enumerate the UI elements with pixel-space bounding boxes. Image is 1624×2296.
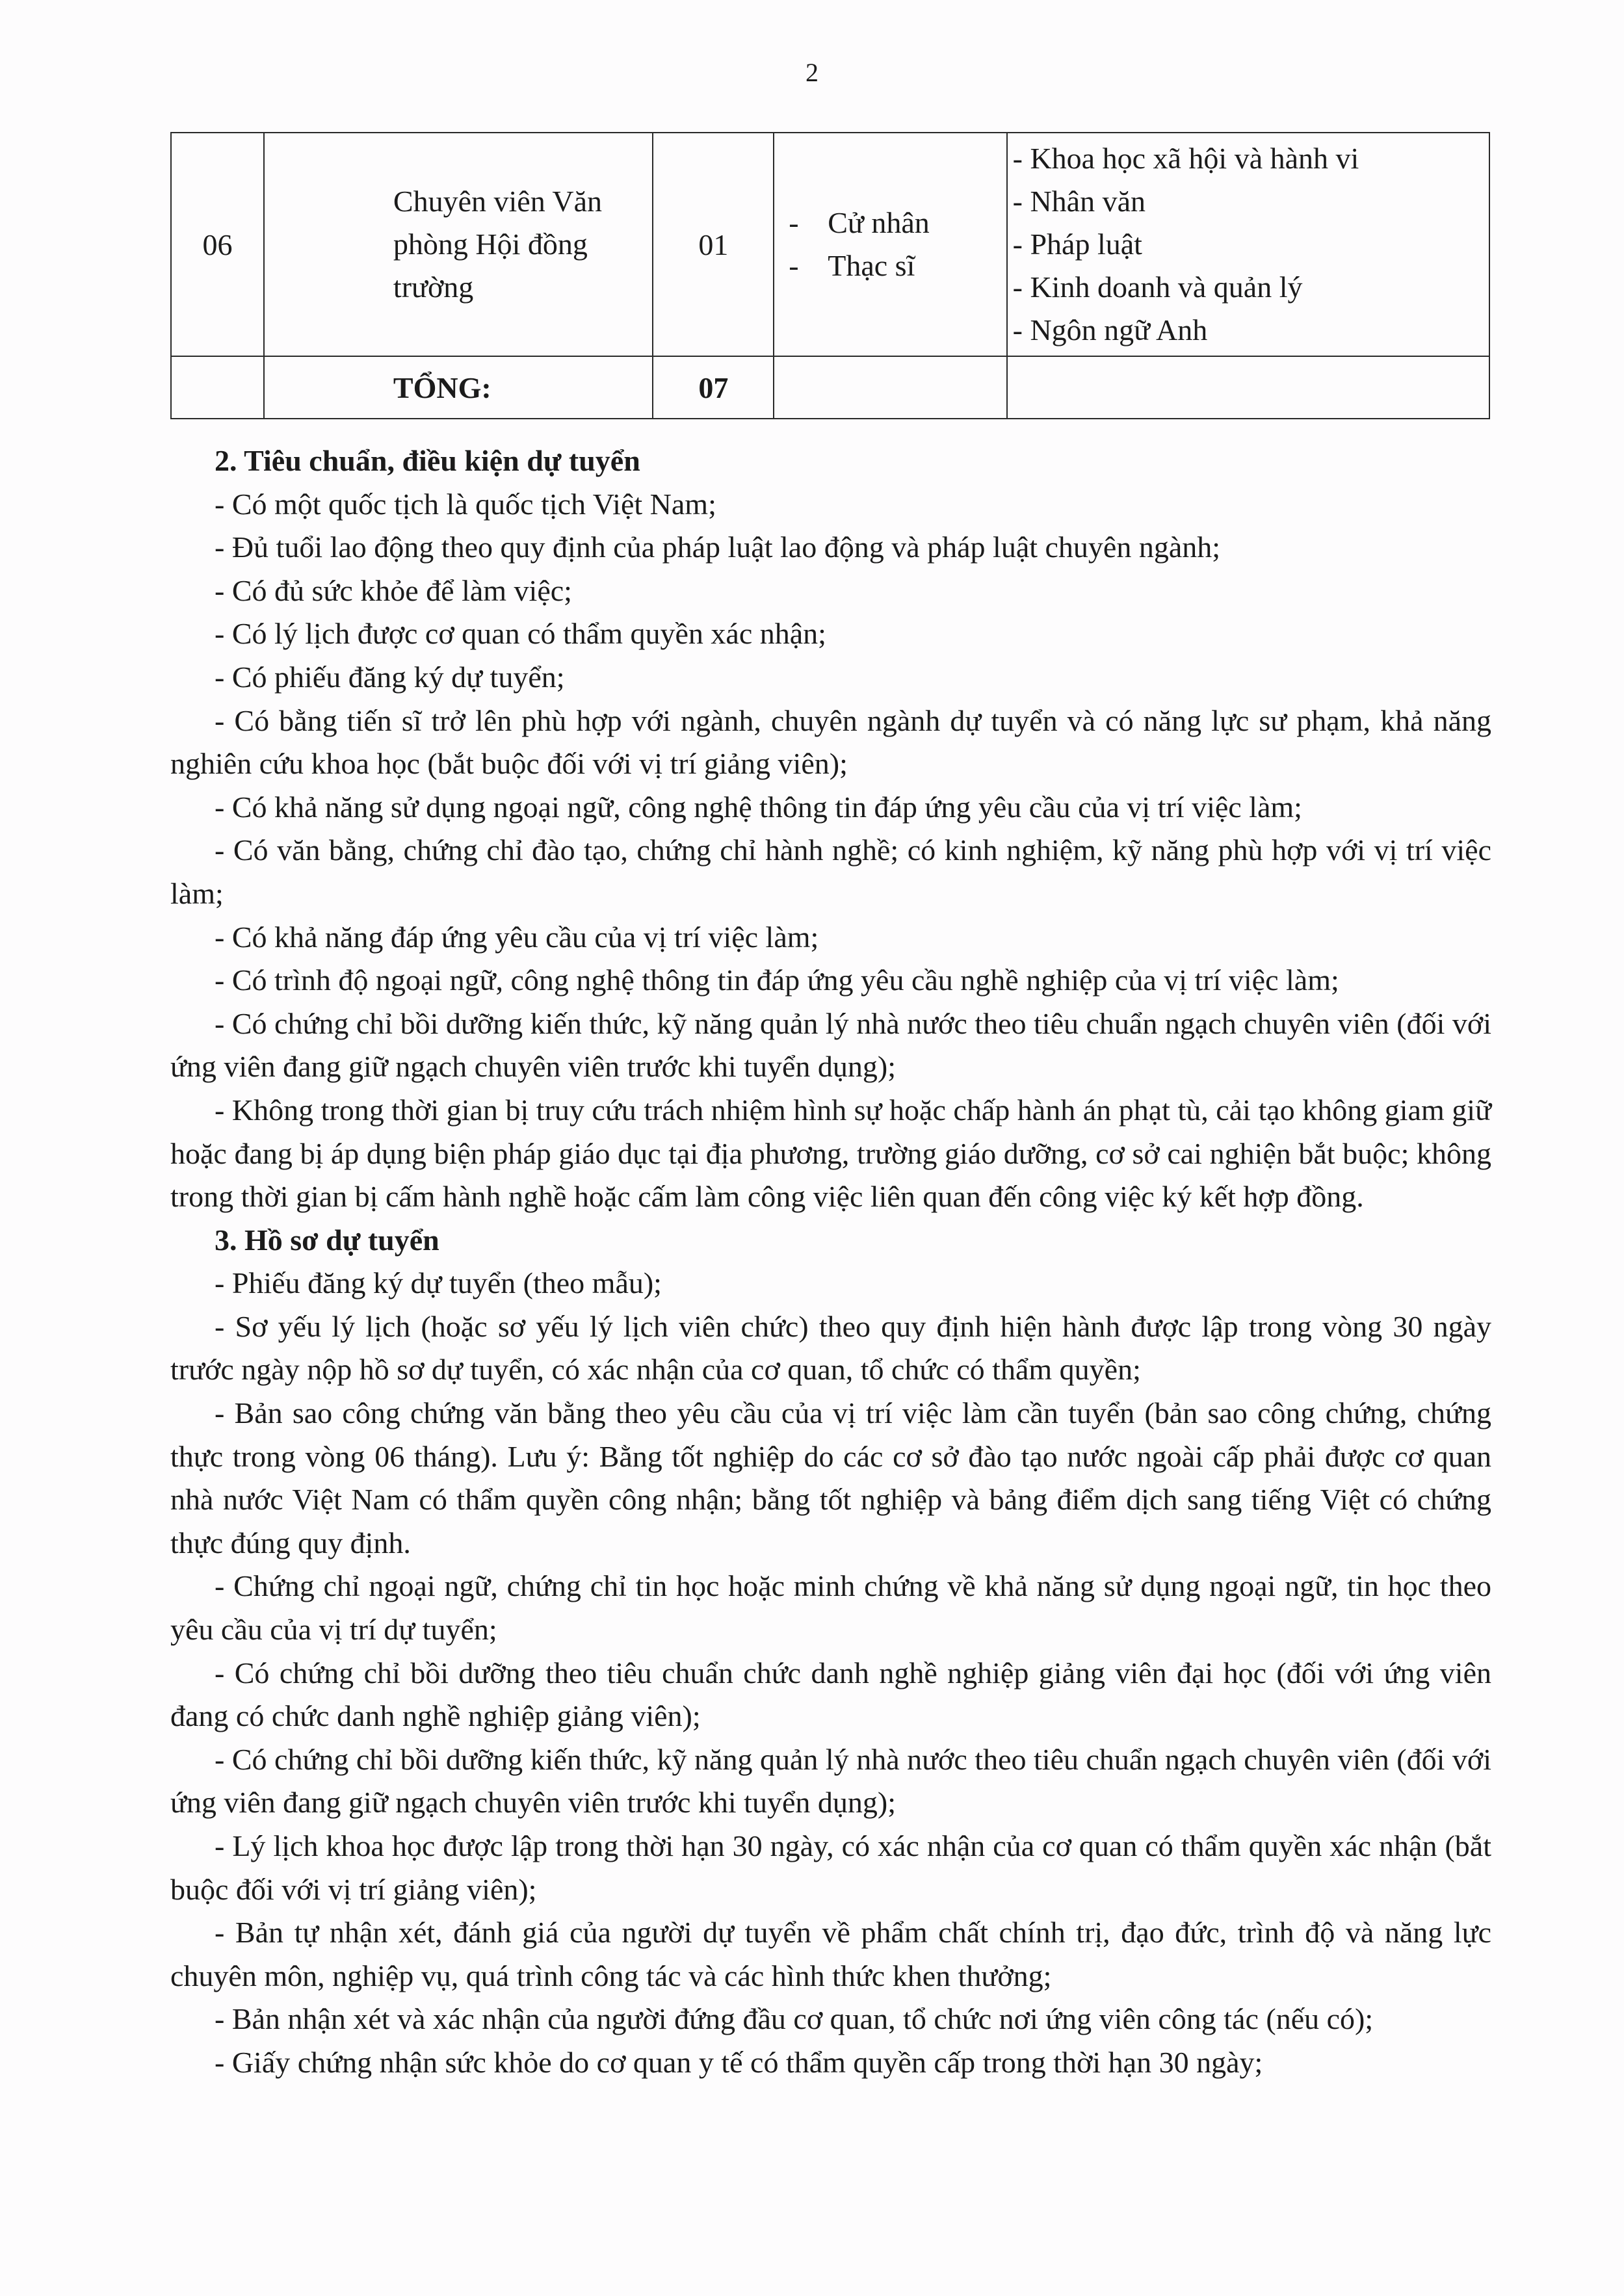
degree-item: - Thạc sĩ bbox=[789, 249, 915, 282]
list-item: - Bản tự nhận xét, đánh giá của người dự tuyển về phẩm chất chính trị, đạo đức, trình độ và năng lực chuyên môn, nghiệp vụ, quá trình công tác và các hình thức khen thưởng; bbox=[170, 1916, 1491, 1992]
list-item: - Có khả năng sử dụng ngoại ngữ, công nghệ thông tin đáp ứng yêu cầu của vị trí việc làm; bbox=[215, 790, 1302, 824]
page-number: 2 bbox=[805, 58, 819, 87]
list-item: - Có đủ sức khỏe để làm việc; bbox=[215, 573, 572, 607]
list-item: - Có trình độ ngoại ngữ, công nghệ thông tin đáp ứng yêu cầu nghề nghiệp của vị trí việc làm; bbox=[215, 963, 1339, 997]
total-empty-cell bbox=[774, 356, 1006, 419]
position-line: phòng Hội đồng bbox=[393, 228, 588, 261]
list-item: - Chứng chỉ ngoại ngữ, chứng chỉ tin học hoặc minh chứng về khả năng sử dụng ngoại ngữ, tin học theo yêu cầu của vị trí dự tuyển; bbox=[170, 1569, 1491, 1647]
list-item: - Có bằng tiến sĩ trở lên phù hợp với ngành, chuyên ngành dự tuyển và có năng lực sư phạm, khả năng nghiên cứu khoa học (bắt buộc đối với vị trí giảng viên); bbox=[170, 703, 1491, 781]
list-item: - Có chứng chỉ bồi dưỡng kiến thức, kỹ năng quản lý nhà nước theo tiêu chuẩn ngạch chuyên viên (đối với ứng viên đang giữ ngạch chuyên viên trước khi tuyển dụng); bbox=[170, 1742, 1491, 1820]
total-empty-cell bbox=[1007, 356, 1489, 419]
row-number: 06 bbox=[171, 133, 264, 356]
quantity: 01 bbox=[653, 133, 774, 356]
total-value: 07 bbox=[653, 356, 774, 419]
section-heading: 2. Tiêu chuẩn, điều kiện dự tuyển bbox=[215, 444, 640, 477]
position-title bbox=[264, 133, 653, 356]
degree-item: - Cử nhân bbox=[789, 206, 930, 239]
major-item: - Nhân văn bbox=[1012, 185, 1146, 218]
document-body bbox=[170, 439, 1491, 2085]
list-item: - Lý lịch khoa học được lập trong thời hạn 30 ngày, có xác nhận của cơ quan có thẩm quyền xác nhận (bắt buộc đối với vị trí giảng viên); bbox=[170, 1829, 1491, 1906]
major-item: - Kinh doanh và quản lý bbox=[1012, 270, 1303, 304]
total-label: TỔNG: bbox=[264, 356, 653, 419]
table-row bbox=[171, 133, 1489, 356]
list-item: - Có chứng chỉ bồi dưỡng kiến thức, kỹ năng quản lý nhà nước theo tiêu chuẩn ngạch chuyên viên (đối với ứng viên đang giữ ngạch chuyên viên trước khi tuyển dụng); bbox=[170, 1006, 1491, 1084]
list-item: - Có phiếu đăng ký dự tuyển; bbox=[215, 660, 565, 694]
position-table bbox=[170, 132, 1490, 419]
list-item: - Có lý lịch được cơ quan có thẩm quyền xác nhận; bbox=[215, 617, 826, 651]
list-item: - Bản sao công chứng văn bằng theo yêu cầu của vị trí việc làm cần tuyển (bản sao công chứng, chứng thực trong vòng 06 tháng). Lưu ý: Bằng tốt nghiệp do các cơ sở đào tạo nước ngoài cấp phải được cơ quan nhà nước Việt Nam có thẩm quyền công nhận; bằng tốt nghiệp và bảng điểm dịch sang tiếng Việt có chứng thực đúng quy định. bbox=[170, 1396, 1491, 1559]
total-empty-cell bbox=[171, 356, 264, 419]
list-item: - Có khả năng đáp ứng yêu cầu của vị trí việc làm; bbox=[215, 920, 819, 954]
list-item: - Bản nhận xét và xác nhận của người đứng đầu cơ quan, tổ chức nơi ứng viên công tác (nếu có); bbox=[215, 2002, 1374, 2036]
list-item: - Không trong thời gian bị truy cứu trách nhiệm hình sự hoặc chấp hành án phạt tù, cải tạo không giam giữ hoặc đang bị áp dụng biện pháp giáo dục tại địa phương, trường giáo dưỡng, cơ sở cai nghiện bắt buộc; không trong thời gian bị cấm hành nghề hoặc cấm làm công việc liên quan đến công việc ký kết hợp đồng. bbox=[170, 1093, 1491, 1214]
list-item: - Phiếu đăng ký dự tuyển (theo mẫu); bbox=[215, 1266, 662, 1300]
major-item: - Khoa học xã hội và hành vi bbox=[1012, 142, 1359, 175]
degree-list bbox=[774, 133, 1006, 356]
list-item: - Có văn bằng, chứng chỉ đào tạo, chứng chỉ hành nghề; có kinh nghiệm, kỹ năng phù hợp với vị trí việc làm; bbox=[170, 833, 1491, 910]
list-item: - Có một quốc tịch là quốc tịch Việt Nam; bbox=[215, 487, 716, 521]
list-item: - Có chứng chỉ bồi dưỡng theo tiêu chuẩn chức danh nghề nghiệp giảng viên đại học (đối với ứng viên đang có chức danh nghề nghiệp giảng viên); bbox=[170, 1656, 1491, 1733]
major-item: - Ngôn ngữ Anh bbox=[1012, 313, 1208, 346]
section-heading: 3. Hồ sơ dự tuyển bbox=[215, 1223, 439, 1257]
list-item: - Giấy chứng nhận sức khỏe do cơ quan y tế có thẩm quyền cấp trong thời hạn 30 ngày; bbox=[215, 2045, 1263, 2079]
total-row bbox=[171, 356, 1489, 419]
major-list bbox=[1007, 133, 1489, 356]
list-item: - Đủ tuổi lao động theo quy định của pháp luật lao động và pháp luật chuyên ngành; bbox=[215, 530, 1221, 564]
position-line: trường bbox=[393, 270, 474, 304]
list-item: - Sơ yếu lý lịch (hoặc sơ yếu lý lịch viên chức) theo quy định hiện hành được lập trong vòng 30 ngày trước ngày nộp hồ sơ dự tuyển, có xác nhận của cơ quan, tổ chức có thẩm quyền; bbox=[170, 1309, 1491, 1387]
major-item: - Pháp luật bbox=[1012, 228, 1142, 261]
position-line: Chuyên viên Văn bbox=[393, 185, 603, 218]
